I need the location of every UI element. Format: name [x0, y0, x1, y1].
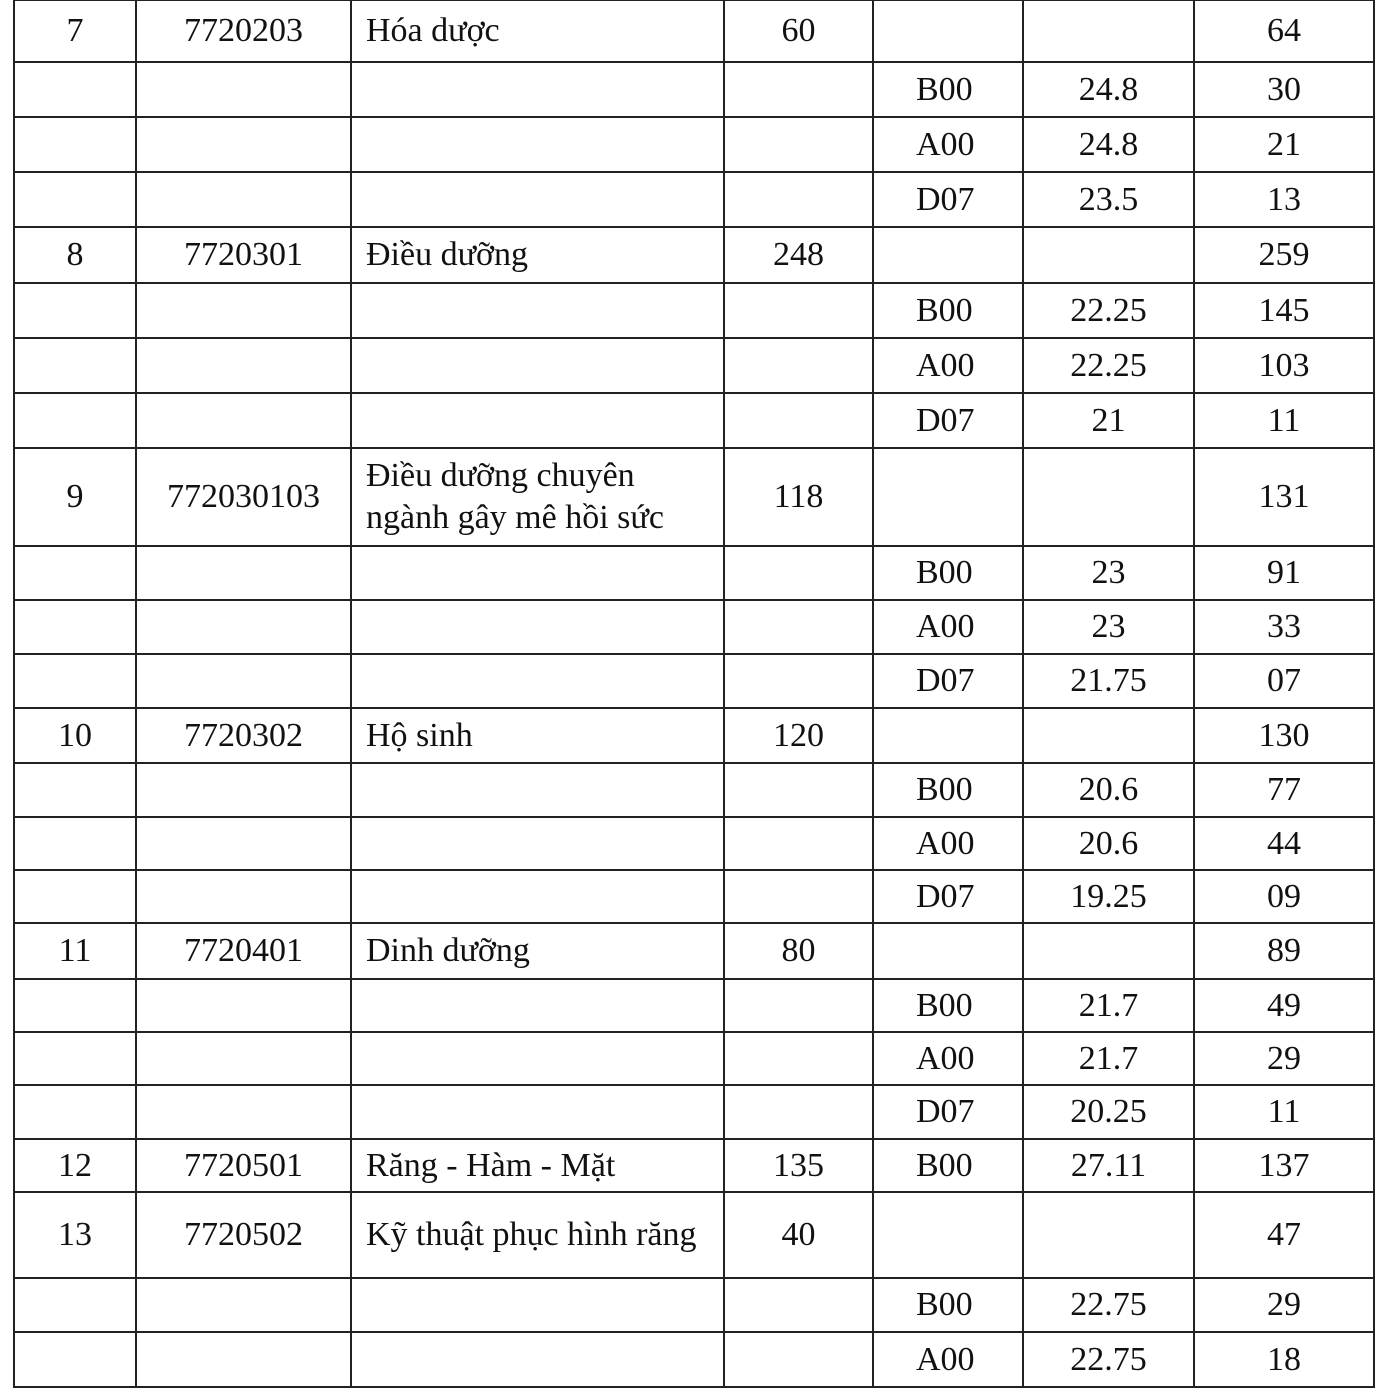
- row-number-cell: 9: [14, 448, 136, 546]
- subject-combination-cell: D07: [873, 870, 1023, 923]
- cutoff-score-cell: [1023, 708, 1194, 763]
- table-row: [14, 763, 1374, 817]
- program-code-cell: [136, 870, 351, 923]
- program-code-cell: [136, 600, 351, 654]
- program-code-cell: 7720502: [136, 1192, 351, 1278]
- admitted-count-cell: 145: [1194, 283, 1374, 338]
- row-number-cell: 11: [14, 923, 136, 979]
- program-name-cell: [351, 62, 724, 117]
- quota-cell: [724, 600, 873, 654]
- program-name-cell: [351, 338, 724, 393]
- admitted-count-cell: 33: [1194, 600, 1374, 654]
- cutoff-score-cell: 21.7: [1023, 979, 1194, 1032]
- program-name-cell: Điều dưỡng chuyên ngành gây mê hồi sức: [351, 448, 724, 546]
- admitted-count-cell: 44: [1194, 817, 1374, 870]
- subject-combination-cell: B00: [873, 283, 1023, 338]
- table-row: [14, 338, 1374, 393]
- table-row: [14, 654, 1374, 708]
- cutoff-score-cell: 22.25: [1023, 338, 1194, 393]
- row-number-cell: [14, 117, 136, 172]
- quota-cell: [724, 1278, 873, 1332]
- program-name-cell: Kỹ thuật phục hình răng: [351, 1192, 724, 1278]
- cutoff-score-cell: [1023, 448, 1194, 546]
- cutoff-score-cell: [1023, 227, 1194, 283]
- quota-cell: [724, 654, 873, 708]
- cutoff-score-cell: 22.25: [1023, 283, 1194, 338]
- subject-combination-cell: A00: [873, 600, 1023, 654]
- admitted-count-cell: 11: [1194, 1085, 1374, 1139]
- subject-combination-cell: A00: [873, 117, 1023, 172]
- program-name-cell: Hóa dược: [351, 0, 724, 62]
- row-number-cell: [14, 763, 136, 817]
- admitted-count-cell: 07: [1194, 654, 1374, 708]
- quota-cell: [724, 1332, 873, 1387]
- admitted-count-cell: 103: [1194, 338, 1374, 393]
- program-name-cell: [351, 817, 724, 870]
- quota-cell: [724, 62, 873, 117]
- table-row: [14, 0, 1374, 62]
- program-name-cell: [351, 654, 724, 708]
- program-code-cell: [136, 763, 351, 817]
- program-code-cell: [136, 1278, 351, 1332]
- subject-combination-cell: D07: [873, 172, 1023, 227]
- admitted-count-cell: 09: [1194, 870, 1374, 923]
- cutoff-score-cell: 21: [1023, 393, 1194, 448]
- cutoff-score-cell: 23.5: [1023, 172, 1194, 227]
- subject-combination-cell: B00: [873, 979, 1023, 1032]
- cutoff-score-cell: 23: [1023, 546, 1194, 600]
- row-number-cell: [14, 546, 136, 600]
- admitted-count-cell: 64: [1194, 0, 1374, 62]
- subject-combination-cell: A00: [873, 338, 1023, 393]
- quota-cell: 120: [724, 708, 873, 763]
- admitted-count-cell: 89: [1194, 923, 1374, 979]
- program-name-cell: [351, 393, 724, 448]
- row-number-cell: [14, 283, 136, 338]
- cutoff-score-cell: 23: [1023, 600, 1194, 654]
- program-code-cell: [136, 172, 351, 227]
- program-code-cell: 7720301: [136, 227, 351, 283]
- row-number-cell: [14, 979, 136, 1032]
- subject-combination-cell: [873, 923, 1023, 979]
- subject-combination-cell: D07: [873, 654, 1023, 708]
- row-number-cell: [14, 600, 136, 654]
- row-number-cell: [14, 1278, 136, 1332]
- program-name-cell: [351, 870, 724, 923]
- quota-cell: [724, 763, 873, 817]
- admitted-count-cell: 47: [1194, 1192, 1374, 1278]
- cutoff-score-cell: 19.25: [1023, 870, 1194, 923]
- cutoff-score-cell: 21.7: [1023, 1032, 1194, 1085]
- admission-score-table: [13, 0, 1375, 1388]
- quota-cell: 248: [724, 227, 873, 283]
- program-name-cell: [351, 600, 724, 654]
- program-code-cell: 772030103: [136, 448, 351, 546]
- row-number-cell: 7: [14, 0, 136, 62]
- row-number-cell: [14, 1085, 136, 1139]
- program-name-cell: [351, 1278, 724, 1332]
- program-name-cell: [351, 763, 724, 817]
- cutoff-score-cell: 24.8: [1023, 117, 1194, 172]
- row-number-cell: [14, 172, 136, 227]
- program-name-cell: [351, 546, 724, 600]
- subject-combination-cell: [873, 0, 1023, 62]
- cutoff-score-cell: 22.75: [1023, 1278, 1194, 1332]
- cutoff-score-cell: [1023, 1192, 1194, 1278]
- quota-cell: [724, 870, 873, 923]
- subject-combination-cell: [873, 1192, 1023, 1278]
- table-row: [14, 546, 1374, 600]
- quota-cell: [724, 393, 873, 448]
- quota-cell: [724, 1085, 873, 1139]
- admitted-count-cell: 13: [1194, 172, 1374, 227]
- row-number-cell: [14, 870, 136, 923]
- quota-cell: 80: [724, 923, 873, 979]
- subject-combination-cell: B00: [873, 1139, 1023, 1192]
- cutoff-score-cell: 20.6: [1023, 763, 1194, 817]
- subject-combination-cell: [873, 448, 1023, 546]
- program-name-cell: [351, 283, 724, 338]
- program-name-cell: [351, 1032, 724, 1085]
- subject-combination-cell: B00: [873, 62, 1023, 117]
- quota-cell: 135: [724, 1139, 873, 1192]
- cutoff-score-cell: 24.8: [1023, 62, 1194, 117]
- table-row: [14, 870, 1374, 923]
- row-number-cell: [14, 62, 136, 117]
- admitted-count-cell: 259: [1194, 227, 1374, 283]
- subject-combination-cell: [873, 227, 1023, 283]
- admitted-count-cell: 77: [1194, 763, 1374, 817]
- program-code-cell: [136, 979, 351, 1032]
- program-code-cell: [136, 283, 351, 338]
- row-number-cell: 12: [14, 1139, 136, 1192]
- table-row: [14, 1032, 1374, 1085]
- subject-combination-cell: B00: [873, 1278, 1023, 1332]
- subject-combination-cell: D07: [873, 1085, 1023, 1139]
- row-number-cell: [14, 1032, 136, 1085]
- admitted-count-cell: 137: [1194, 1139, 1374, 1192]
- table-row: [14, 600, 1374, 654]
- program-code-cell: [136, 338, 351, 393]
- admitted-count-cell: 11: [1194, 393, 1374, 448]
- program-name-cell: [351, 1085, 724, 1139]
- table-row: [14, 172, 1374, 227]
- admitted-count-cell: 91: [1194, 546, 1374, 600]
- quota-cell: [724, 979, 873, 1032]
- admitted-count-cell: 30: [1194, 62, 1374, 117]
- row-number-cell: [14, 654, 136, 708]
- table-row: [14, 708, 1374, 763]
- quota-cell: [724, 546, 873, 600]
- cutoff-score-cell: 22.75: [1023, 1332, 1194, 1387]
- program-code-cell: [136, 546, 351, 600]
- table-body: [14, 0, 1374, 1387]
- quota-cell: 118: [724, 448, 873, 546]
- program-code-cell: 7720401: [136, 923, 351, 979]
- program-name-cell: Điều dưỡng: [351, 227, 724, 283]
- table-row: [14, 923, 1374, 979]
- table-row: [14, 62, 1374, 117]
- admitted-count-cell: 21: [1194, 117, 1374, 172]
- quota-cell: [724, 283, 873, 338]
- table-row: [14, 283, 1374, 338]
- table-row: [14, 1139, 1374, 1192]
- program-code-cell: [136, 654, 351, 708]
- program-name-cell: Răng - Hàm - Mặt: [351, 1139, 724, 1192]
- admitted-count-cell: 49: [1194, 979, 1374, 1032]
- subject-combination-cell: A00: [873, 1332, 1023, 1387]
- subject-combination-cell: B00: [873, 763, 1023, 817]
- row-number-cell: [14, 338, 136, 393]
- program-code-cell: [136, 817, 351, 870]
- table-row: [14, 1192, 1374, 1278]
- row-number-cell: 10: [14, 708, 136, 763]
- quota-cell: 60: [724, 0, 873, 62]
- cutoff-score-cell: 27.11: [1023, 1139, 1194, 1192]
- row-number-cell: 8: [14, 227, 136, 283]
- admitted-count-cell: 29: [1194, 1032, 1374, 1085]
- table-row: [14, 817, 1374, 870]
- cutoff-score-cell: 20.6: [1023, 817, 1194, 870]
- admitted-count-cell: 131: [1194, 448, 1374, 546]
- cutoff-score-cell: 21.75: [1023, 654, 1194, 708]
- program-name-cell: Hộ sinh: [351, 708, 724, 763]
- program-code-cell: 7720302: [136, 708, 351, 763]
- admitted-count-cell: 130: [1194, 708, 1374, 763]
- program-code-cell: [136, 1332, 351, 1387]
- program-code-cell: [136, 1085, 351, 1139]
- subject-combination-cell: [873, 708, 1023, 763]
- program-name-cell: [351, 1332, 724, 1387]
- cutoff-score-cell: [1023, 0, 1194, 62]
- program-name-cell: Dinh dưỡng: [351, 923, 724, 979]
- quota-cell: 40: [724, 1192, 873, 1278]
- table-row: [14, 448, 1374, 546]
- program-code-cell: 7720501: [136, 1139, 351, 1192]
- table-row: [14, 1332, 1374, 1387]
- quota-cell: [724, 817, 873, 870]
- cutoff-score-cell: [1023, 923, 1194, 979]
- program-code-cell: [136, 117, 351, 172]
- subject-combination-cell: B00: [873, 546, 1023, 600]
- table-row: [14, 979, 1374, 1032]
- row-number-cell: [14, 1332, 136, 1387]
- table-row: [14, 227, 1374, 283]
- table-row: [14, 1278, 1374, 1332]
- admitted-count-cell: 29: [1194, 1278, 1374, 1332]
- program-code-cell: [136, 1032, 351, 1085]
- program-code-cell: [136, 62, 351, 117]
- quota-cell: [724, 1032, 873, 1085]
- quota-cell: [724, 172, 873, 227]
- subject-combination-cell: D07: [873, 393, 1023, 448]
- program-code-cell: [136, 393, 351, 448]
- row-number-cell: 13: [14, 1192, 136, 1278]
- cutoff-score-cell: 20.25: [1023, 1085, 1194, 1139]
- admitted-count-cell: 18: [1194, 1332, 1374, 1387]
- program-code-cell: 7720203: [136, 0, 351, 62]
- quota-cell: [724, 338, 873, 393]
- table-row: [14, 117, 1374, 172]
- subject-combination-cell: A00: [873, 1032, 1023, 1085]
- quota-cell: [724, 117, 873, 172]
- table-row: [14, 1085, 1374, 1139]
- program-name-cell: [351, 979, 724, 1032]
- row-number-cell: [14, 393, 136, 448]
- table-row: [14, 393, 1374, 448]
- subject-combination-cell: A00: [873, 817, 1023, 870]
- program-name-cell: [351, 117, 724, 172]
- row-number-cell: [14, 817, 136, 870]
- program-name-cell: [351, 172, 724, 227]
